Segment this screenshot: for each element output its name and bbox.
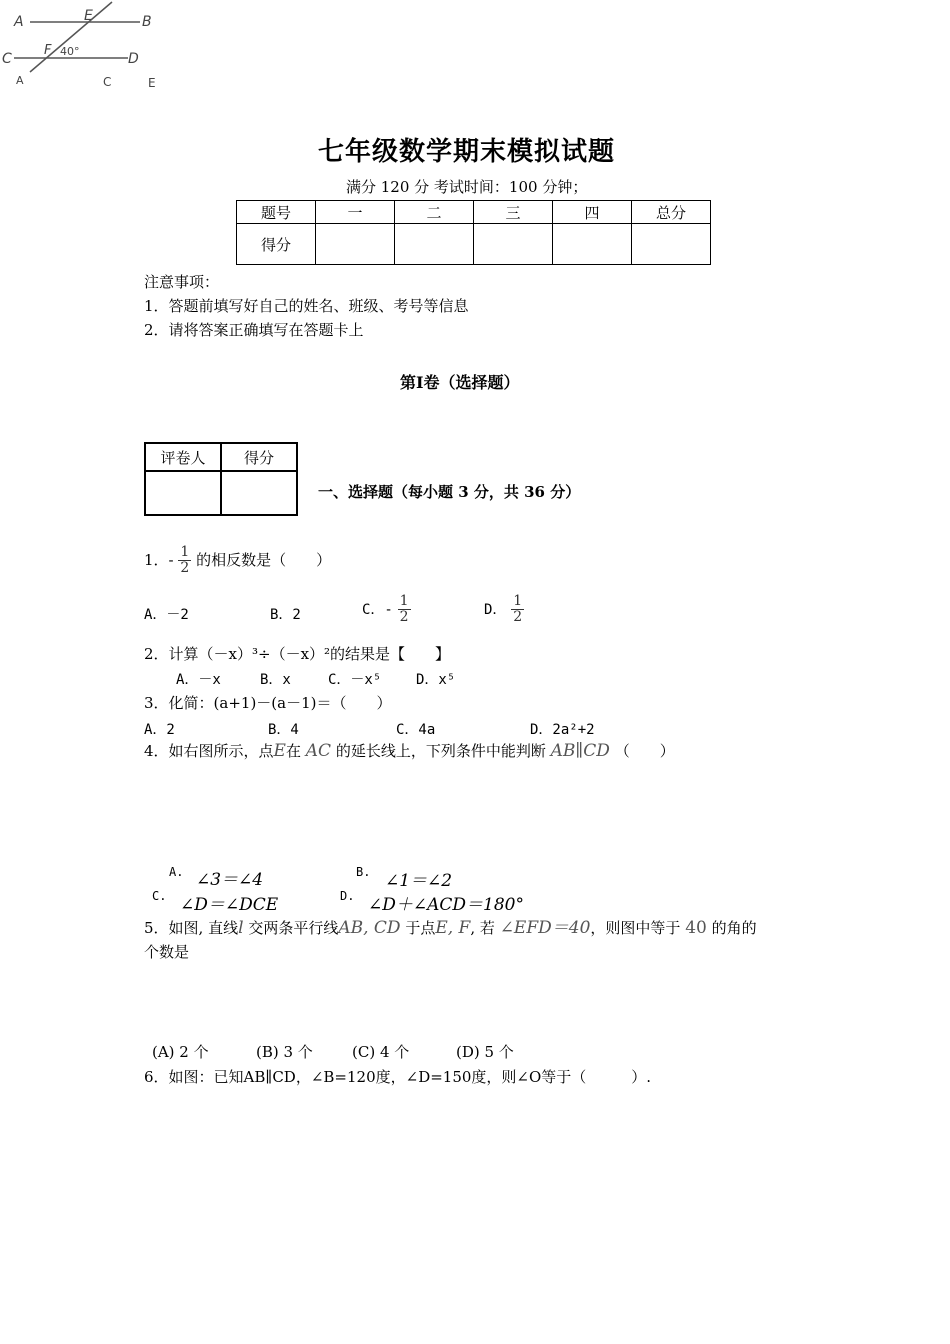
grader-input-cell[interactable] <box>221 471 297 515</box>
figure-label-e: E <box>84 8 93 24</box>
notes-heading: 注意事项： <box>144 273 220 291</box>
figure-label-e2: E <box>148 76 156 90</box>
q4-option-b[interactable]: ∠1＝∠2 <box>385 871 453 891</box>
figure-label-b: B <box>142 14 152 30</box>
figure-label-a2: A <box>16 74 24 87</box>
page-title: 七年级数学期末模拟试题 <box>318 137 616 167</box>
q4-option-b-label: B. <box>356 865 371 879</box>
q3-option-d[interactable]: D．2a²+2 <box>530 722 595 738</box>
q2-option-b[interactable]: B．x <box>260 672 291 688</box>
question-3: 3．化简：(a+1)－(a－1)＝（ ） <box>144 694 392 712</box>
q1-option-d[interactable]: D． $\frac{1}{2}$ <box>484 593 523 626</box>
q4-option-d-label: D. <box>340 889 355 903</box>
q3-option-a[interactable]: A．2 <box>144 722 175 738</box>
q3-option-b[interactable]: B．4 <box>268 722 299 738</box>
question-4: 4．如右图所示，点E在 AC 的延长线上，下列条件中能判断 AB∥CD （ ） <box>144 741 675 761</box>
q4-option-a-label: A. <box>169 865 184 879</box>
question-2: 2．计算（－x）³÷（－x）²的结果是【 】 <box>144 645 451 663</box>
q2-option-d[interactable]: D．x⁵ <box>416 672 456 688</box>
q4-option-d[interactable]: ∠D＋∠ACD＝180° <box>368 895 524 915</box>
page-subtitle: 满分 120 分 考试时间：100 分钟； <box>346 178 588 196</box>
grader-input-cell[interactable] <box>145 471 221 515</box>
figure-label-f: F <box>44 43 52 58</box>
question-5: 5．如图, 直线l 交两条平行线AB, CD 于点E, F, 若 ∠EFD＝40，则图中等于 40 的角的 <box>144 918 757 938</box>
score-input-cell[interactable] <box>474 224 553 265</box>
figure-angle-label: 40° <box>60 45 80 58</box>
q5-option-a[interactable]: (A) 2 个 <box>152 1043 209 1061</box>
question-5-line2: 个数是 <box>144 943 190 961</box>
figure-label-d: D <box>128 51 139 67</box>
score-input-cell[interactable] <box>395 224 474 265</box>
score-header-cell: 三 <box>474 201 553 224</box>
section-title: 第Ⅰ卷（选择题） <box>400 373 520 392</box>
q1-option-c[interactable]: C．- $\frac{1}{2}$ <box>362 593 409 626</box>
q3-option-c[interactable]: C．4a <box>396 722 436 738</box>
q1-option-a[interactable]: A．－2 <box>144 607 189 623</box>
score-header-cell: 一 <box>316 201 395 224</box>
q4-option-c[interactable]: ∠D＝∠DCE <box>180 895 279 915</box>
q5-option-d[interactable]: (D) 5 个 <box>456 1043 514 1061</box>
note-item: 2．请将答案正确填写在答题卡上 <box>144 321 364 339</box>
q2-option-a[interactable]: A．－x <box>176 672 221 688</box>
figure-label-c: C <box>2 51 12 67</box>
score-header-cell: 四 <box>553 201 632 224</box>
score-input-cell[interactable] <box>632 224 711 265</box>
q4-option-c-label: C. <box>152 889 167 903</box>
question-6: 6．如图：已知AB∥CD，∠B=120度，∠D=150度，则∠O等于（ ）. <box>144 1068 652 1086</box>
parallel-lines-figure <box>0 0 170 95</box>
score-table <box>236 200 711 265</box>
score-row-label: 得分 <box>237 224 316 265</box>
note-item: 1．答题前填写好自己的姓名、班级、考号等信息 <box>144 297 469 315</box>
grader-table <box>144 442 298 516</box>
figure-label-c2: C <box>103 75 112 89</box>
score-input-cell[interactable] <box>553 224 632 265</box>
grader-header-cell: 评卷人 <box>145 443 221 471</box>
q5-option-c[interactable]: (C) 4 个 <box>352 1043 410 1061</box>
score-header-cell: 总分 <box>632 201 711 224</box>
grader-header-cell: 得分 <box>221 443 297 471</box>
q4-option-a[interactable]: ∠3＝∠4 <box>196 870 264 890</box>
figure-label-a: A <box>14 14 24 30</box>
q2-option-c[interactable]: C．－x⁵ <box>328 672 382 688</box>
score-header-cell: 题号 <box>237 201 316 224</box>
question-1: 1．- $\frac{1}{2}$ 的相反数是（ ） <box>144 544 332 577</box>
fraction-half: $\frac{1}{2}$ <box>180 544 190 577</box>
part1-title: 一、选择题（每小题 3 分，共 36 分） <box>318 483 581 501</box>
score-input-cell[interactable] <box>316 224 395 265</box>
q1-option-b[interactable]: B．2 <box>270 607 301 623</box>
q5-option-b[interactable]: (B) 3 个 <box>256 1043 313 1061</box>
score-header-cell: 二 <box>395 201 474 224</box>
